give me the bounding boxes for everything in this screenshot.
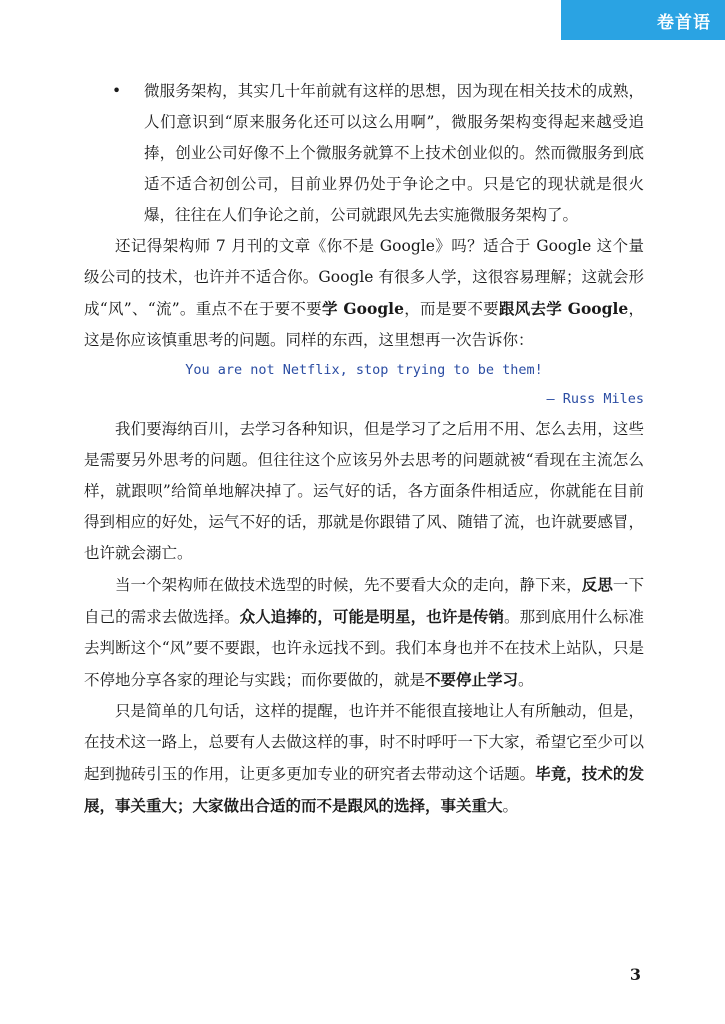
quote-author: — Russ Miles (546, 391, 644, 407)
paragraph-text: 。那到底用什么标准去判断这个“风”要不要跟，也许永远找不到。我们本身也并不在技术上站队，只是不停地分享各家的理论与实践；而你要做的，就是 (84, 608, 644, 689)
section-header-label: 卷首语 (657, 12, 711, 33)
paragraph-text: ，而是要不要 (403, 300, 499, 318)
paragraph-text: 只是简单的几句话，这样的提醒，也许并不能很直接地让人有所触动，但是，在技术这一路上，总要有人去做这样的事，时不时呼吁一下大家，希望它至少可以起到抛砖引玉的作用，让更多更加专业的研究者去带动这个话题。 (84, 702, 644, 783)
bold-phrase: 反思 (581, 575, 613, 594)
paragraph-text: 。 (502, 797, 519, 815)
paragraph-text: 。 (518, 671, 534, 689)
paragraph-text: 我们要海纳百川，去学习各种知识，但是学习了之后用不用、怎么去用，这些是需要另外思考的问题。但往往这个应该另外去思考的问题就被“看现在主流怎么样，就跟呗”给简单地解决掉了。运气好的话，各方面条件相适应，你就能在目前得到相应的好处，运气不好的话，那就是你跟错了风、随错了流，也许就要感冒，也许就会溺亡。 (84, 420, 644, 562)
paragraph-text: 一下自己的需求去做选择。 (84, 576, 644, 626)
paragraph-google (84, 231, 644, 356)
bullet-item (0, 76, 644, 231)
bold-phrase: 学 Google (321, 299, 404, 318)
bold-phrase: 众人追捧的，可能是明星，也许是传销 (239, 607, 505, 626)
bold-phrase: 毕竟，技术的发展，事关重大；大家做出合适的而不是跟风的选择，事关重大 (84, 764, 644, 815)
bullet-dot-icon: • (112, 82, 122, 100)
paragraph-conclusion (84, 696, 644, 822)
paragraph-architect (84, 569, 644, 696)
bullet-text: 微服务架构，其实几十年前就有这样的思想，因为现在相关技术的成熟，人们意识到“原来服务化还可以这么用啊”，微服务架构变得起来越受追捧，创业公司好像不上个微服务就算不上技术创业似的。然而微服务到底适不适合初创公司，目前业界仍处于争论之中。只是它的现状就是很火爆，往往在人们争论之前，公司就跟风先去实施微服务架构了。 (144, 82, 644, 224)
blockquote (84, 356, 644, 414)
paragraph-text: 当一个架构师在做技术选型的时候，先不要看大众的走向，静下来， (115, 576, 582, 594)
paragraph-text: 还记得架构师 7 月刊的文章《你不是 Google》吗？适合于 Google 这个量级公司的技术，也许并不适合你。Google 有很多人学，这很容易理解；这就会形成“风”、“流”。重点不在于要不要 (84, 237, 644, 318)
quote-text: You are not Netflix, stop trying to be them! (185, 362, 543, 378)
page-number: 3 (629, 965, 641, 984)
bold-phrase: 跟风去学 Google (498, 299, 629, 318)
paragraph-learning (84, 414, 644, 569)
bold-phrase: 不要停止学习 (425, 670, 519, 689)
paragraph-text: ，这是你应该慎重思考的问题。同样的东西，这里想再一次告诉你： (84, 300, 644, 349)
article-body (84, 76, 644, 822)
section-header-tab (561, 0, 725, 40)
